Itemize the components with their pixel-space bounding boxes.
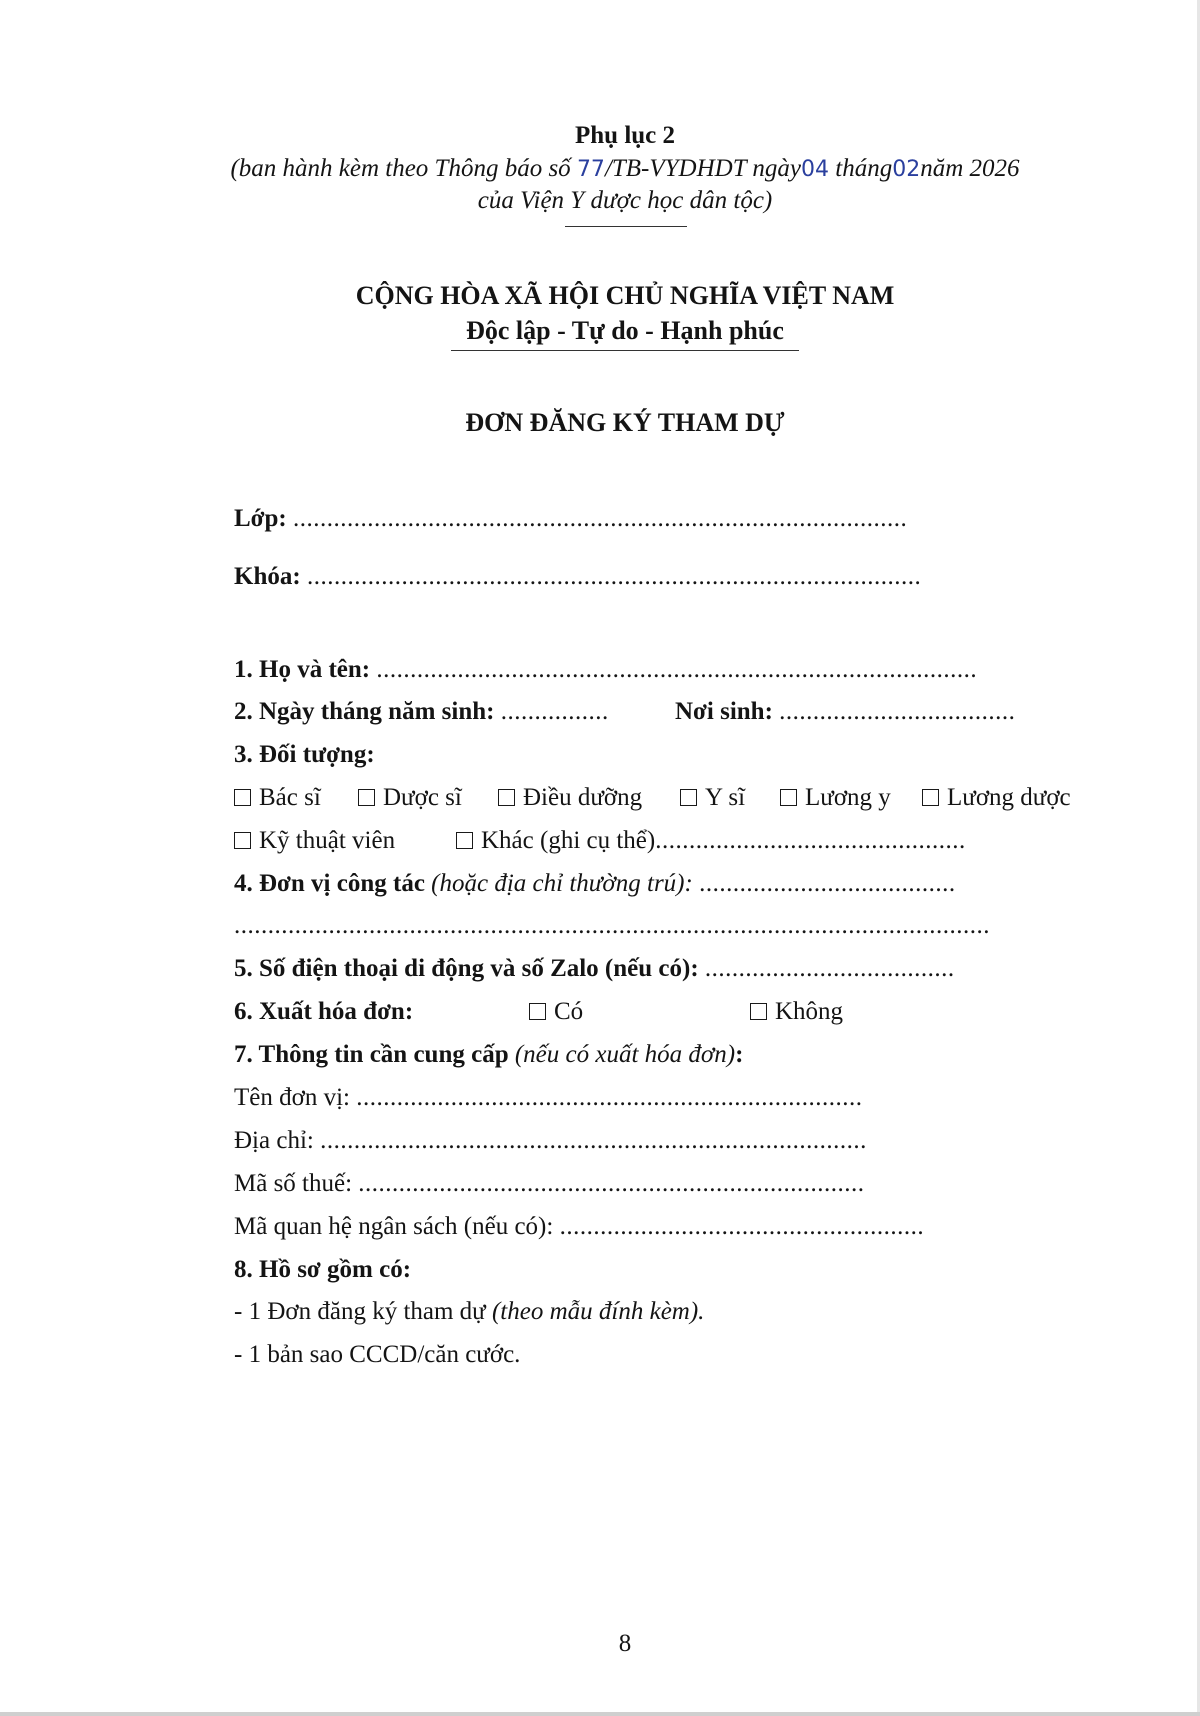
header-rule xyxy=(565,226,687,227)
category-label: 3. Đối tượng: xyxy=(234,741,375,768)
other-input-dots[interactable]: .............................................. xyxy=(655,827,966,854)
birthplace-field xyxy=(675,698,1015,726)
document-item-1: - 1 Đơn đăng ký tham dự (theo mẫu đính kèm). xyxy=(234,1298,705,1325)
option-assistant-doctor[interactable]: Y sĩ xyxy=(680,784,745,812)
class-label: Lớp: xyxy=(234,505,287,532)
issued-doc-code: /TB-VYDHDT ngày xyxy=(604,155,802,182)
document-item-2: - 1 bản sao CCCD/căn cước. xyxy=(234,1341,521,1368)
option-technician[interactable]: Kỹ thuật viên xyxy=(234,827,395,855)
checkbox-icon[interactable] xyxy=(750,1003,767,1020)
checkbox-icon[interactable] xyxy=(234,832,251,849)
checkbox-icon[interactable] xyxy=(456,832,473,849)
workplace-label: 4. Đơn vị công tác xyxy=(234,870,425,897)
tax-code-input-dots[interactable]: ........................................................................... xyxy=(358,1170,865,1197)
class-field xyxy=(234,505,907,533)
course-input-dots[interactable]: ........................................................................................... xyxy=(306,563,922,590)
checkbox-icon[interactable] xyxy=(529,1003,546,1020)
invoice-info-note: (nếu có xuất hóa đơn) xyxy=(514,1041,736,1068)
page-number: 8 xyxy=(618,1630,632,1657)
option-nurse[interactable]: Điều dưỡng xyxy=(498,784,642,812)
birthplace-label: Nơi sinh: xyxy=(675,698,773,725)
invoice-info-label: 7. Thông tin cần cung cấp xyxy=(234,1041,509,1068)
option-doctor[interactable]: Bác sĩ xyxy=(234,784,321,812)
class-input-dots[interactable]: ........................................................................................... xyxy=(293,505,908,532)
checkbox-icon[interactable] xyxy=(358,789,375,806)
fullname-field xyxy=(234,656,977,684)
course-label: Khóa: xyxy=(234,563,301,590)
workplace-input-dots[interactable]: ...................................... xyxy=(699,870,956,897)
invoice-label: 6. Xuất hóa đơn: xyxy=(234,998,414,1025)
issued-month-label: tháng xyxy=(829,155,893,182)
fullname-label: 1. Họ và tên: xyxy=(234,656,371,683)
unit-name-input-dots[interactable]: ........................................................................... xyxy=(356,1084,863,1111)
handwritten-day: 04 xyxy=(801,157,830,182)
checkbox-icon[interactable] xyxy=(498,789,515,806)
budget-code-label: Mã quan hệ ngân sách (nếu có): xyxy=(234,1213,554,1240)
handwritten-month: 02 xyxy=(892,157,921,182)
documents-label: 8. Hồ sơ gồm có: xyxy=(234,1256,412,1283)
checkbox-icon[interactable] xyxy=(680,789,697,806)
checkbox-icon[interactable] xyxy=(234,789,251,806)
address-field xyxy=(234,1127,867,1155)
scan-edge-bottom xyxy=(0,1712,1200,1716)
option-pharmacist[interactable]: Dược sĩ xyxy=(358,784,462,812)
address-label: Địa chỉ: xyxy=(234,1127,314,1154)
option-traditional-doctor[interactable]: Lương y xyxy=(780,784,891,812)
handwritten-number: 77 xyxy=(576,157,605,182)
budget-code-field xyxy=(234,1213,924,1241)
phone-field xyxy=(234,955,955,983)
tax-code-label: Mã số thuế: xyxy=(234,1170,353,1197)
invoice-info-heading: 7. Thông tin cần cung cấp (nếu có xuất hóa đơn): xyxy=(234,1041,744,1068)
fullname-input-dots[interactable]: ......................................................................................... xyxy=(376,656,978,683)
birthplace-input-dots[interactable]: ................................... xyxy=(779,698,1016,725)
issued-by: của Viện Y dược học dân tộc) xyxy=(477,187,773,214)
unit-name-label: Tên đơn vị: xyxy=(234,1084,350,1111)
checkbox-icon[interactable] xyxy=(780,789,797,806)
course-field xyxy=(234,563,921,591)
national-motto: Độc lập - Tự do - Hạnh phúc xyxy=(466,316,784,345)
budget-code-input-dots[interactable]: ...................................................... xyxy=(559,1213,925,1240)
tax-code-field xyxy=(234,1170,865,1198)
workplace-input-dots-line2[interactable]: ................................................................................................................ xyxy=(234,912,990,939)
issued-year: năm 2026 xyxy=(920,155,1020,182)
birthdate-label: 2. Ngày tháng năm sinh: xyxy=(234,698,495,725)
issued-line xyxy=(0,155,1200,183)
birthdate-input-dots[interactable]: ................ xyxy=(500,698,609,725)
workplace-note: (hoặc địa chỉ thường trú): xyxy=(431,870,693,897)
option-traditional-pharmacist[interactable]: Lương dược xyxy=(922,784,1071,812)
phone-label: 5. Số điện thoại di động và số Zalo (nếu có): xyxy=(234,955,699,982)
unit-name-field xyxy=(234,1084,862,1112)
checkbox-icon[interactable] xyxy=(922,789,939,806)
appendix-title: Phụ lục 2 xyxy=(574,122,676,149)
address-input-dots[interactable]: ................................................................................. xyxy=(320,1127,867,1154)
form-title: ĐƠN ĐĂNG KÝ THAM DỰ xyxy=(465,408,785,437)
invoice-no[interactable]: Không xyxy=(750,998,843,1026)
workplace-field xyxy=(234,870,956,898)
option-other[interactable]: Khác (ghi cụ thể).............................................. xyxy=(456,827,966,855)
birth-field xyxy=(234,698,609,726)
motto-rule xyxy=(451,350,799,351)
national-name: CỘNG HÒA XÃ HỘI CHỦ NGHĨA VIỆT NAM xyxy=(355,281,895,310)
issued-prefix: (ban hành kèm theo Thông báo số xyxy=(230,155,571,182)
phone-input-dots[interactable]: ..................................... xyxy=(704,955,955,982)
invoice-yes[interactable]: Có xyxy=(529,998,583,1026)
